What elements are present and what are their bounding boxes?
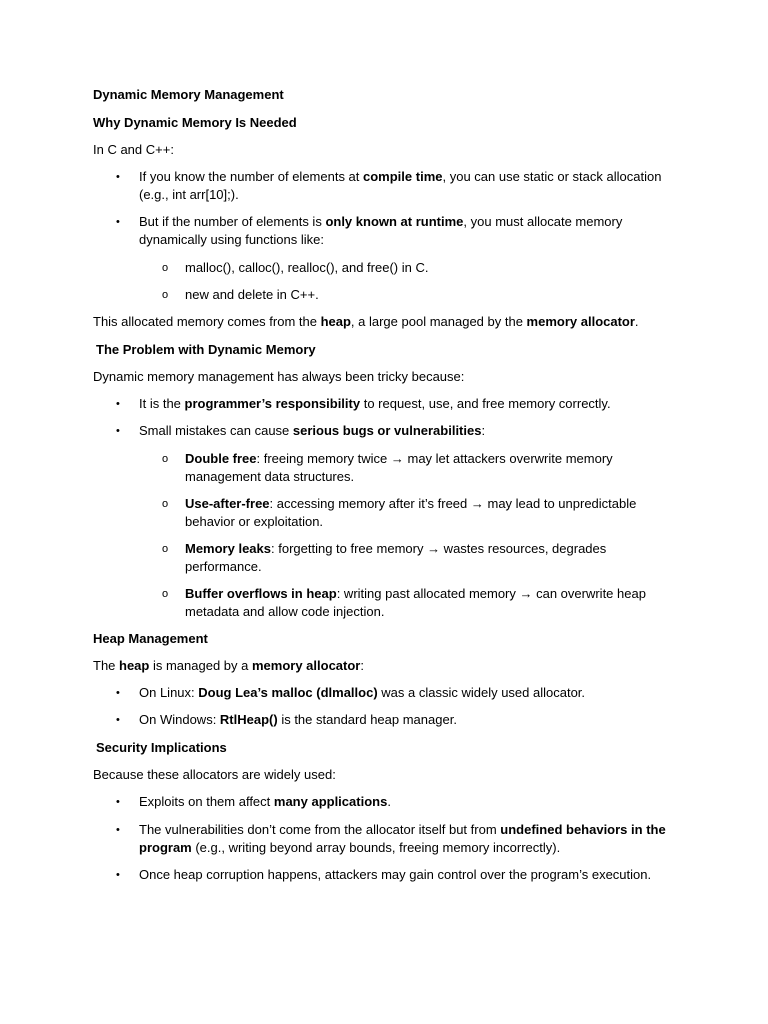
list-item-linux: On Linux: Doug Lea’s malloc (dlmalloc) was a classic widely used allocator. [139,685,586,700]
sub-bullet-glyph: o [162,289,169,301]
section1-intro: In C and C++: [93,142,174,157]
section4-intro: Because these allocators are widely used: [93,767,336,782]
section-heading-security: Security Implications [96,740,227,755]
list-item-exploits: Exploits on them affect many applications. [139,794,391,809]
sub-list-item-cpp-operators: new and delete in C++. [185,287,319,302]
list-item-heap-corruption: Once heap corruption happens, attackers may gain control over the program’s execution. [139,867,652,882]
document-title: Dynamic Memory Management [93,87,284,102]
bullet-glyph: • [116,171,120,183]
sub-list-item-double-free: Double free: freeing memory twice → may let attackers overwrite memory management data structures. [185,451,613,484]
list-item-compile-time: If you know the number of elements at compile time, you can use static or stack allocation (e.g., int arr[10];). [139,169,662,202]
bullet-glyph: • [116,824,120,836]
list-item-runtime: But if the number of elements is only known at runtime, you must allocate memory dynamically using functions like: [139,214,623,247]
bullet-glyph: • [116,216,120,228]
bullet-glyph: • [116,869,120,881]
sub-list-item-c-functions: malloc(), calloc(), realloc(), and free() in C. [185,260,429,275]
list-item-undefined-behaviors: The vulnerabilities don’t come from the allocator itself but from undefined behaviors in the program (e.g., writing beyond array bounds, freeing memory incorrectly). [139,822,666,855]
sub-list-item-use-after-free: Use-after-free: accessing memory after it’s freed → may lead to unpredictable behavior or exploitation. [185,496,637,529]
list-item-mistakes: Small mistakes can cause serious bugs or vulnerabilities: [139,423,486,438]
bullet-glyph: • [116,796,120,808]
list-item-responsibility: It is the programmer’s responsibility to request, use, and free memory correctly. [139,396,611,411]
section1-outro: This allocated memory comes from the heap, a large pool managed by the memory allocator. [93,314,639,329]
sub-bullet-glyph: o [162,498,169,510]
bullet-glyph: • [116,687,120,699]
bullet-glyph: • [116,714,120,726]
sub-list-item-memory-leaks: Memory leaks: forgetting to free memory → wastes resources, degrades performance. [185,541,607,574]
sub-bullet-glyph: o [162,588,169,600]
bullet-glyph: • [116,425,120,437]
sub-bullet-glyph: o [162,262,169,274]
list-item-windows: On Windows: RtlHeap() is the standard heap manager. [139,712,457,727]
bullet-glyph: • [116,398,120,410]
section-heading-heap-management: Heap Management [93,631,208,646]
section-heading-problem: The Problem with Dynamic Memory [96,342,316,357]
sub-list-item-buffer-overflow: Buffer overflows in heap: writing past allocated memory → can overwrite heap metadata and allow code injection. [185,586,646,619]
section2-intro: Dynamic memory management has always been tricky because: [93,369,465,384]
section3-intro: The heap is managed by a memory allocator: [93,658,364,673]
section-heading-why-dynamic: Why Dynamic Memory Is Needed [93,115,297,130]
sub-bullet-glyph: o [162,543,169,555]
sub-bullet-glyph: o [162,453,169,465]
